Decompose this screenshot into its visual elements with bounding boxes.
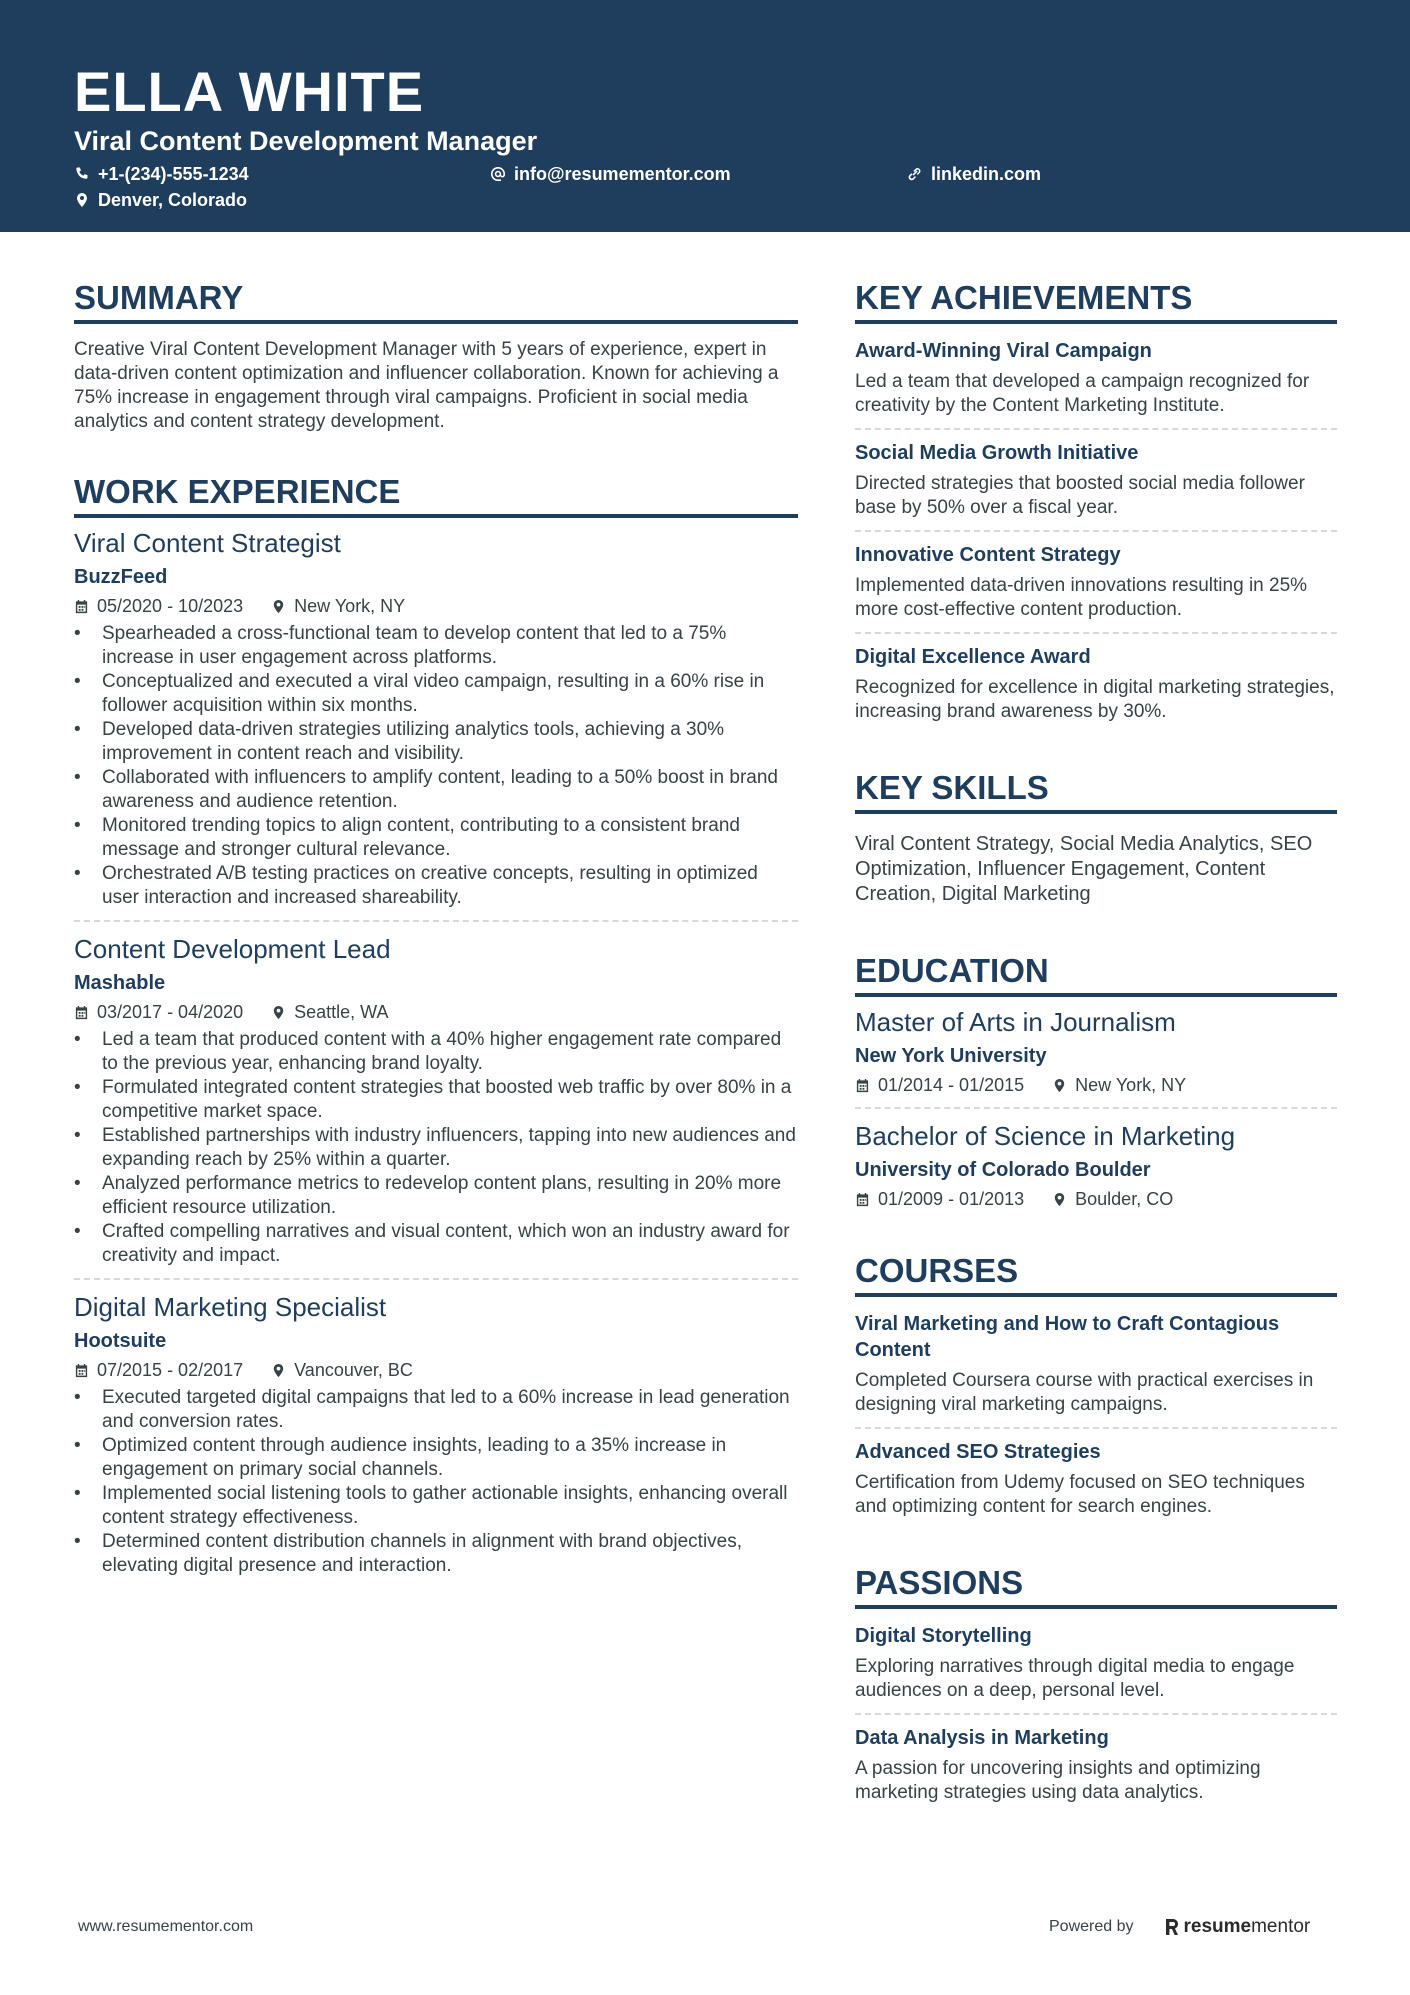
experience-section — [74, 472, 798, 1578]
passions-divider — [855, 1713, 1337, 1715]
achievements-item-desc: Implemented data-driven innovations resulting in 25% more cost-effective content production. — [855, 575, 1308, 620]
footer-powered — [1049, 1916, 1310, 1938]
job-bullet: • Established partnerships with industry influencers, tapping into new audiences and expanding reach by 25% within a quarter. — [74, 1124, 798, 1172]
job-bullet: • Conceptualized and executed a viral video campaign, resulting in a 60% rise in follower acquisition within six months. — [74, 670, 798, 718]
linkedin-text: linkedin.com — [931, 164, 1042, 184]
achievements-item-title: Award-Winning Viral Campaign — [855, 340, 1152, 362]
skills-heading: KEY SKILLS — [855, 768, 1337, 814]
experience-heading: WORK EXPERIENCE — [74, 472, 798, 518]
achievements-item-title: Social Media Growth Initiative — [855, 442, 1139, 464]
candidate-title: Viral Content Development Manager — [74, 126, 538, 156]
job-bullet: • Optimized content through audience insights, leading to a 35% increase in engagement on primary social channels. — [74, 1434, 798, 1482]
job-dates: 03/2017 - 04/2020 — [97, 1002, 244, 1022]
job-entry — [74, 526, 798, 910]
courses-heading: COURSES — [855, 1251, 1337, 1297]
achievements-divider — [855, 632, 1337, 634]
calendar-icon — [74, 1005, 89, 1020]
candidate-name: ELLA WHITE — [74, 60, 425, 123]
education-heading: EDUCATION — [855, 951, 1337, 997]
job-location-text: Seattle, WA — [294, 1002, 389, 1022]
job-bullet: • Monitored trending topics to align content, contributing to a consistent brand message and stronger cultural relevance. — [74, 814, 798, 862]
job-entry — [74, 1278, 798, 1578]
passions-heading: PASSIONS — [855, 1563, 1337, 1609]
education-section — [855, 951, 1337, 1211]
job-bullet: • Implemented social listening tools to gather actionable insights, enhancing overall content strategy effectiveness. — [74, 1482, 798, 1530]
footer-website[interactable]: www.resumementor.com — [78, 1918, 254, 1935]
at-icon — [490, 166, 506, 182]
job-bullet: • Spearheaded a cross-functional team to develop content that led to a 75% increase in user engagement across platforms. — [74, 622, 798, 670]
job-bullet: • Crafted compelling narratives and visual content, which won an industry award for creativity and impact. — [74, 1220, 798, 1268]
job-bullet: • Executed targeted digital campaigns that led to a 60% increase in lead generation and conversion rates. — [74, 1386, 798, 1434]
passions-section — [855, 1563, 1337, 1805]
job-meta — [74, 1000, 798, 1024]
achievements-item-title: Innovative Content Strategy — [855, 544, 1121, 566]
achievements-item-desc: Recognized for excellence in digital marketing strategies, increasing brand awareness by 30%. — [855, 677, 1335, 722]
job-location-text: Vancouver, BC — [294, 1360, 413, 1380]
map-pin-icon — [271, 1005, 286, 1020]
phone-text: +1-(234)-555-1234 — [98, 164, 249, 184]
job-bullets — [74, 1386, 798, 1578]
brand-logo[interactable] — [1164, 1916, 1311, 1938]
job-bullet: • Collaborated with influencers to amplify content, leading to a 50% boost in brand awareness and audience retention. — [74, 766, 798, 814]
summary-heading: SUMMARY — [74, 278, 798, 324]
passions-item-title: Data Analysis in Marketing — [855, 1727, 1109, 1749]
achievements-divider — [855, 530, 1337, 532]
jobs-list — [74, 526, 798, 1578]
passions-list — [855, 1623, 1337, 1805]
achievements-list — [855, 338, 1337, 724]
location-text: Denver, Colorado — [98, 190, 248, 210]
brand-bold: resume — [1183, 1916, 1252, 1937]
education-dates: 01/2009 - 01/2013 — [878, 1189, 1025, 1209]
courses-divider — [855, 1427, 1337, 1429]
left-column — [74, 278, 798, 1622]
job-meta — [74, 1358, 798, 1382]
calendar-icon — [74, 599, 89, 614]
school-name: University of Colorado Boulder — [855, 1159, 1151, 1181]
job-bullet: • Analyzed performance metrics to redevelop content plans, resulting in 20% more efficient resource utilization. — [74, 1172, 798, 1220]
resume-header — [0, 0, 1410, 232]
right-column — [855, 278, 1337, 1849]
job-bullet: • Determined content distribution channels in alignment with brand objectives, elevating digital presence and interaction. — [74, 1530, 798, 1578]
calendar-icon — [855, 1192, 870, 1207]
achievements-item-desc: Led a team that developed a campaign recognized for creativity by the Content Marketing Institute. — [855, 371, 1310, 416]
job-title: Content Development Lead — [74, 934, 391, 964]
job-bullet: • Led a team that produced content with a 40% higher engagement rate compared to the previous year, enhancing brand loyalty. — [74, 1028, 798, 1076]
job-location-text: New York, NY — [294, 596, 406, 616]
link-icon — [907, 166, 923, 182]
job-bullets — [74, 622, 798, 910]
education-location — [1052, 1073, 1186, 1097]
job-bullet: • Developed data-driven strategies utilizing analytics tools, achieving a 30% improvement in content reach and visibility. — [74, 718, 798, 766]
education-dates: 01/2014 - 01/2015 — [878, 1075, 1025, 1095]
company-name: BuzzFeed — [74, 566, 168, 588]
job-divider — [74, 1278, 798, 1280]
job-location — [271, 1000, 388, 1024]
linkedin-contact[interactable] — [907, 162, 1041, 186]
job-bullet: • Orchestrated A/B testing practices on creative concepts, resulting in optimized user interaction and increased shareability. — [74, 862, 798, 910]
achievements-item-title: Digital Excellence Award — [855, 646, 1091, 668]
map-pin-icon — [271, 1363, 286, 1378]
summary-section — [74, 278, 798, 434]
education-location-text: Boulder, CO — [1075, 1189, 1174, 1209]
job-location — [271, 1358, 413, 1382]
education-meta — [855, 1073, 1337, 1097]
company-name: Hootsuite — [74, 1330, 167, 1352]
map-pin-icon — [271, 599, 286, 614]
map-pin-icon — [1052, 1192, 1067, 1207]
skills-section — [855, 768, 1337, 907]
courses-item-title: Viral Marketing and How to Craft Contagious Content — [855, 1313, 1280, 1361]
calendar-icon — [855, 1078, 870, 1093]
education-divider — [855, 1107, 1337, 1109]
job-meta — [74, 594, 798, 618]
school-name: New York University — [855, 1045, 1047, 1067]
location-contact — [74, 188, 247, 212]
calendar-icon — [74, 1363, 89, 1378]
degree-title: Master of Arts in Journalism — [855, 1007, 1176, 1037]
passions-item-desc: A passion for uncovering insights and optimizing marketing strategies using data analytics. — [855, 1758, 1261, 1803]
job-bullet: • Formulated integrated content strategies that boosted web traffic by over 80% in a competitive market space. — [74, 1076, 798, 1124]
job-title: Digital Marketing Specialist — [74, 1292, 387, 1322]
courses-section — [855, 1251, 1337, 1519]
job-divider — [74, 920, 798, 922]
powered-by-text: Powered by — [1049, 1918, 1134, 1935]
map-pin-icon — [74, 192, 90, 208]
achievements-heading: KEY ACHIEVEMENTS — [855, 278, 1337, 324]
education-location-text: New York, NY — [1075, 1075, 1187, 1095]
passions-item-title: Digital Storytelling — [855, 1625, 1032, 1647]
map-pin-icon — [1052, 1078, 1067, 1093]
skills-text: Viral Content Strategy, Social Media Analytics, SEO Optimization, Influencer Engagement, Content Creation, Digital Marketing — [855, 833, 1313, 905]
achievements-divider — [855, 428, 1337, 430]
phone-icon — [74, 166, 90, 182]
courses-item-title: Advanced SEO Strategies — [855, 1441, 1101, 1463]
brand-light: mentor — [1251, 1916, 1311, 1937]
courses-item-desc: Completed Coursera course with practical exercises in designing viral marketing campaigns. — [855, 1370, 1314, 1415]
degree-title: Bachelor of Science in Marketing — [855, 1121, 1236, 1151]
company-name: Mashable — [74, 972, 166, 994]
email-contact[interactable] — [490, 162, 731, 186]
job-dates: 07/2015 - 02/2017 — [97, 1360, 244, 1380]
passions-item-desc: Exploring narratives through digital media to engage audiences on a deep, personal level. — [855, 1656, 1295, 1701]
job-title: Viral Content Strategist — [74, 528, 341, 558]
summary-text: Creative Viral Content Development Manager with 5 years of experience, expert in data-driven content optimization and influencer collaboration. Known for achieving a 75% increase in engagement through viral campaigns. Proficient in social media analytics and content strategy development. — [74, 339, 779, 432]
education-list — [855, 1005, 1337, 1211]
job-entry — [74, 920, 798, 1268]
email-text: info@resumementor.com — [514, 164, 731, 184]
job-location — [271, 594, 405, 618]
resumementor-logo-icon — [1164, 1917, 1180, 1937]
achievements-section — [855, 278, 1337, 724]
courses-item-desc: Certification from Udemy focused on SEO techniques and optimizing content for search engines. — [855, 1472, 1305, 1517]
phone-contact — [74, 162, 249, 186]
job-bullets — [74, 1028, 798, 1268]
achievements-item-desc: Directed strategies that boosted social media follower base by 50% over a fiscal year. — [855, 473, 1305, 518]
courses-list — [855, 1311, 1337, 1519]
job-dates: 05/2020 - 10/2023 — [97, 596, 244, 616]
education-meta — [855, 1187, 1337, 1211]
education-location — [1052, 1187, 1173, 1211]
